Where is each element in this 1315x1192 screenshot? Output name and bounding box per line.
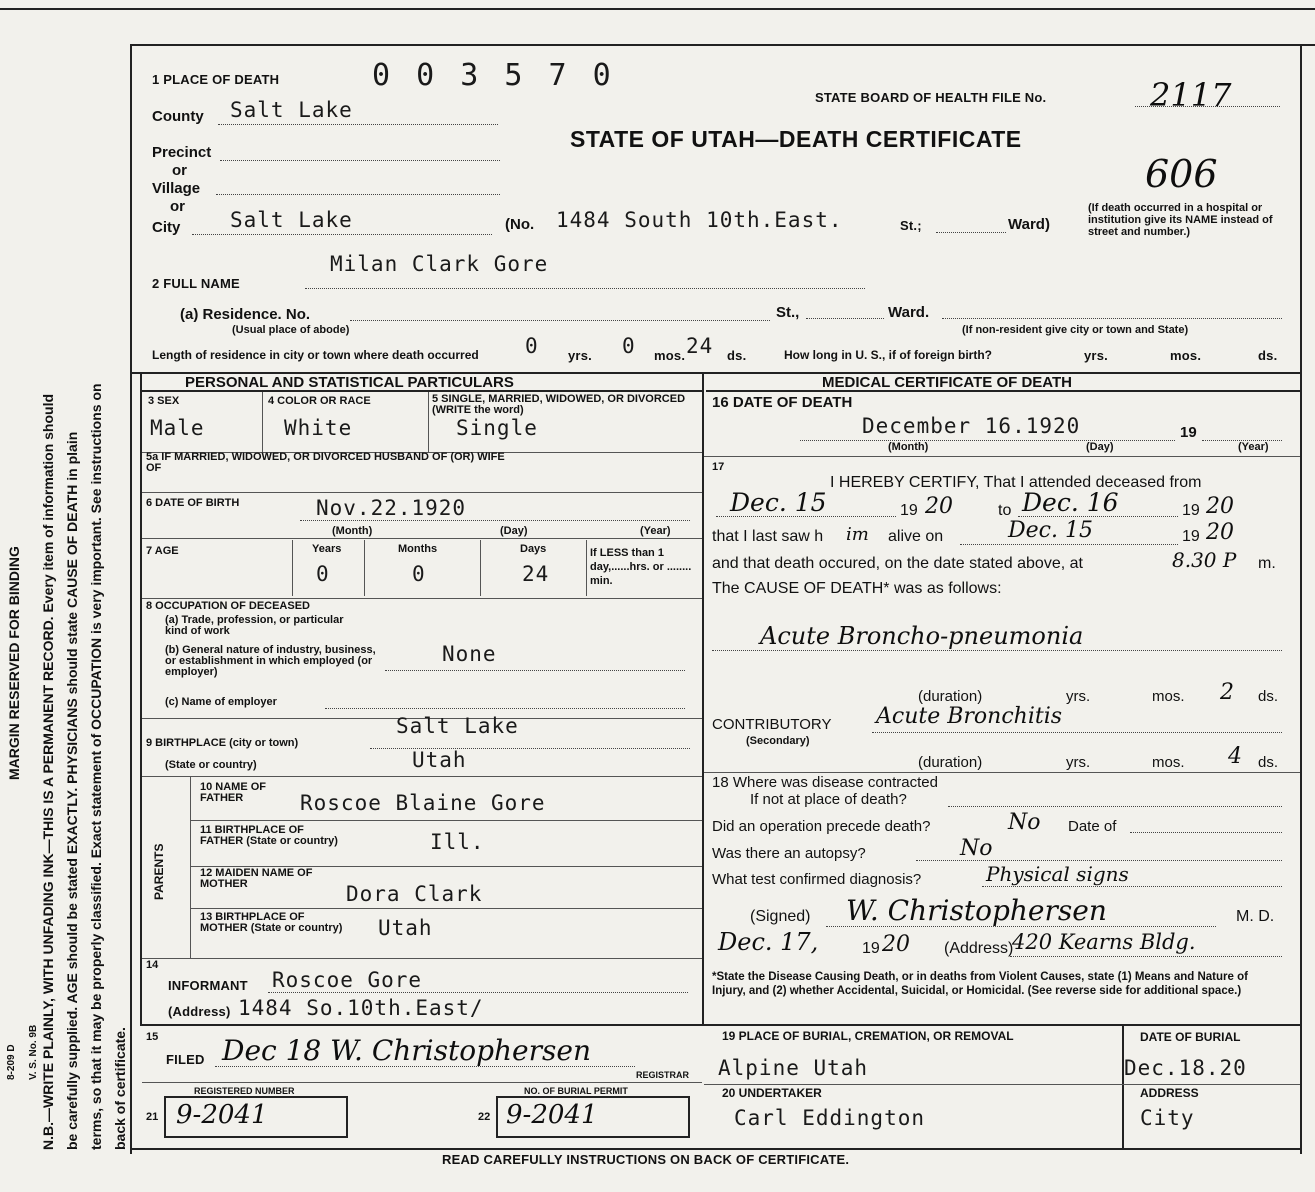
father-name: Roscoe Blaine Gore (300, 791, 546, 815)
marital-label: 5 SINGLE, MARRIED, WIDOWED, OR DIVORCED (WRITE the word) (432, 393, 686, 416)
residence-length-label: Length of residence in city or town where death occurred (152, 348, 479, 362)
registered-number: 9-2041 (176, 1100, 268, 1130)
place-of-death-label: 1 PLACE OF DEATH (152, 72, 280, 87)
certificate-title: STATE OF UTAH—DEATH CERTIFICATE (570, 126, 1022, 152)
age-days: 24 (522, 562, 550, 586)
local-number: 606 (1145, 152, 1218, 196)
informant-name: Roscoe Gore (272, 968, 423, 992)
sex-label: 3 SEX (148, 395, 180, 407)
autopsy-answer: No (960, 836, 993, 861)
instruction-line-4: back of certificate. (112, 1027, 128, 1150)
date-of-death: December 16.1920 (862, 414, 1081, 438)
mother-name: Dora Clark (346, 882, 483, 906)
instruction-line-3: terms, so that it may be properly classified. Exact statement of OCCUPATION is very important. See instructions on (88, 383, 104, 1150)
residence-days: 24 (686, 334, 714, 358)
physician-signature: W. Christophersen (846, 894, 1107, 927)
mother-name-label: 12 MAIDEN NAME OF MOTHER (200, 867, 313, 890)
undertaker-address-label: ADDRESS (1140, 1086, 1199, 1100)
cause-footnote: *State the Disease Causing Death, or in deaths from Violent Causes, state (1) Means and Nature of Injury, and (2) whether Accidental, Suicidal, or Homicidal. (See reverse side for additional space.) (712, 971, 1248, 997)
birthplace-city: Salt Lake (396, 714, 519, 738)
attended-from-date: Dec. 15 (730, 488, 827, 517)
street-number-label: (No. (505, 216, 535, 233)
father-birthplace: Ill. (430, 830, 485, 854)
occupation-industry-value: None (442, 642, 497, 666)
form-left-border (130, 44, 132, 1154)
physician-address: 420 Kearns Bldg. (1012, 930, 1196, 954)
contributory-cause: Acute Bronchitis (876, 704, 1063, 729)
foreign-birth-label: How long in U. S., if of foreign birth? (784, 348, 992, 362)
certify-statement: I HEREBY CERTIFY, That I attended deceased from (830, 474, 1202, 491)
footer-instructions: READ CAREFULLY INSTRUCTIONS ON BACK OF CERTIFICATE. (442, 1152, 850, 1167)
city-value: Salt Lake (230, 208, 353, 232)
burial-place: Alpine Utah (718, 1056, 869, 1080)
county-value: Salt Lake (230, 98, 353, 122)
form-bottom-border (130, 1148, 1302, 1150)
burial-permit-number: 9-2041 (506, 1100, 598, 1130)
occupation-label: 8 OCCUPATION OF DECEASED (146, 600, 310, 612)
residence-label: (a) Residence. No. (180, 306, 311, 323)
residence-months: 0 (622, 334, 636, 358)
form-code: 8-209 D (6, 1044, 17, 1080)
hospital-note: (If death occurred in a hospital or institution give its NAME instead of street and number.) (1088, 202, 1273, 238)
vs-number: V. S. No. 9B (28, 1024, 39, 1080)
last-seen-alive-date: Dec. 15 (1008, 518, 1093, 543)
age-years: 0 (316, 562, 330, 586)
street-address: 1484 South 10th.East. (556, 208, 843, 232)
village-label: Village (152, 180, 201, 197)
undertaker-label: 20 UNDERTAKER (722, 1086, 822, 1100)
spouse-label: 5a IF MARRIED, WIDOWED, OR DIVORCED HUSBAND OF (OR) WIFE OF (146, 451, 505, 474)
file-number: 2117 (1150, 76, 1232, 114)
sex-value: Male (150, 416, 205, 440)
date-of-death-label: 16 DATE OF DEATH (712, 394, 853, 411)
undertaker-address: City (1140, 1106, 1195, 1130)
informant-address: 1484 So.10th.East/ (238, 996, 484, 1020)
color-value: White (284, 416, 353, 440)
form-right-border (1300, 44, 1302, 1154)
dob-value: Nov.22.1920 (316, 496, 467, 520)
filed-signature: Dec 18 W. Christophersen (222, 1034, 591, 1067)
father-name-label: 10 NAME OF FATHER (200, 781, 267, 804)
burial-place-label: 19 PLACE OF BURIAL, CREMATION, OR REMOVAL (722, 1029, 1014, 1043)
certificate-serial: 0 0 3 5 7 0 (372, 58, 615, 93)
full-name-label: 2 FULL NAME (152, 276, 240, 291)
instruction-line-1: N.B.—WRITE PLAINLY, WITH UNFADING INK—THIS IS A PERMANENT RECORD. Every item of information should (40, 393, 56, 1150)
form-top-border (130, 44, 1315, 46)
full-name-value: Milan Clark Gore (330, 252, 549, 276)
operation-answer: No (1008, 810, 1041, 835)
burial-date-label: DATE OF BURIAL (1140, 1030, 1241, 1044)
parents-label: PARENTS (152, 843, 166, 900)
time-of-death: 8.30 P (1172, 548, 1237, 572)
instruction-line-2: be carefully supplied. AGE should be stated EXACTLY. PHYSICIANS should state CAUSE OF DEATH in plain (64, 431, 80, 1150)
contributory-label: CONTRIBUTORY (712, 716, 832, 733)
filed-label: FILED (166, 1052, 205, 1067)
personal-section-header: PERSONAL AND STATISTICAL PARTICULARS (185, 374, 514, 391)
father-birthplace-label: 11 BIRTHPLACE OF FATHER (State or country) (200, 824, 338, 847)
color-label: 4 COLOR OR RACE (268, 395, 371, 407)
signature-date: Dec. 17, (718, 928, 819, 956)
mother-birthplace-label: 13 BIRTHPLACE OF MOTHER (State or country) (200, 911, 343, 934)
mother-birthplace: Utah (378, 916, 433, 940)
dob-label: 6 DATE OF BIRTH (146, 497, 240, 509)
binding-margin-label: MARGIN RESERVED FOR BINDING (6, 546, 22, 780)
precinct-label: Precinct (152, 144, 212, 161)
contributory-duration-days: 4 (1228, 744, 1242, 769)
informant-label: INFORMANT (168, 978, 248, 993)
cause-duration-days: 2 (1220, 680, 1234, 705)
residence-years: 0 (525, 334, 539, 358)
city-label: City (152, 219, 181, 236)
file-number-label: STATE BOARD OF HEALTH FILE No. (815, 90, 1047, 105)
medical-section-header: MEDICAL CERTIFICATE OF DEATH (822, 374, 1072, 391)
age-label: 7 AGE (146, 545, 179, 557)
diagnosis-test: Physical signs (986, 862, 1129, 886)
birthplace-state: Utah (412, 748, 467, 772)
marital-value: Single (456, 416, 538, 440)
cause-of-death: Acute Broncho-pneumonia (760, 622, 1084, 650)
less-than-day-label: If LESS than 1 day,......hrs. or ........ min. (590, 547, 692, 587)
top-edge-line (0, 8, 1315, 10)
age-months: 0 (412, 562, 426, 586)
cause-of-death-label: The CAUSE OF DEATH* was as follows: (712, 580, 1002, 597)
birthplace-label: 9 BIRTHPLACE (city or town) (146, 737, 299, 749)
undertaker-name: Carl Eddington (734, 1106, 926, 1130)
burial-date: Dec.18.20 (1124, 1056, 1247, 1080)
county-label: County (152, 108, 204, 125)
attended-to-date: Dec. 16 (1022, 488, 1119, 517)
